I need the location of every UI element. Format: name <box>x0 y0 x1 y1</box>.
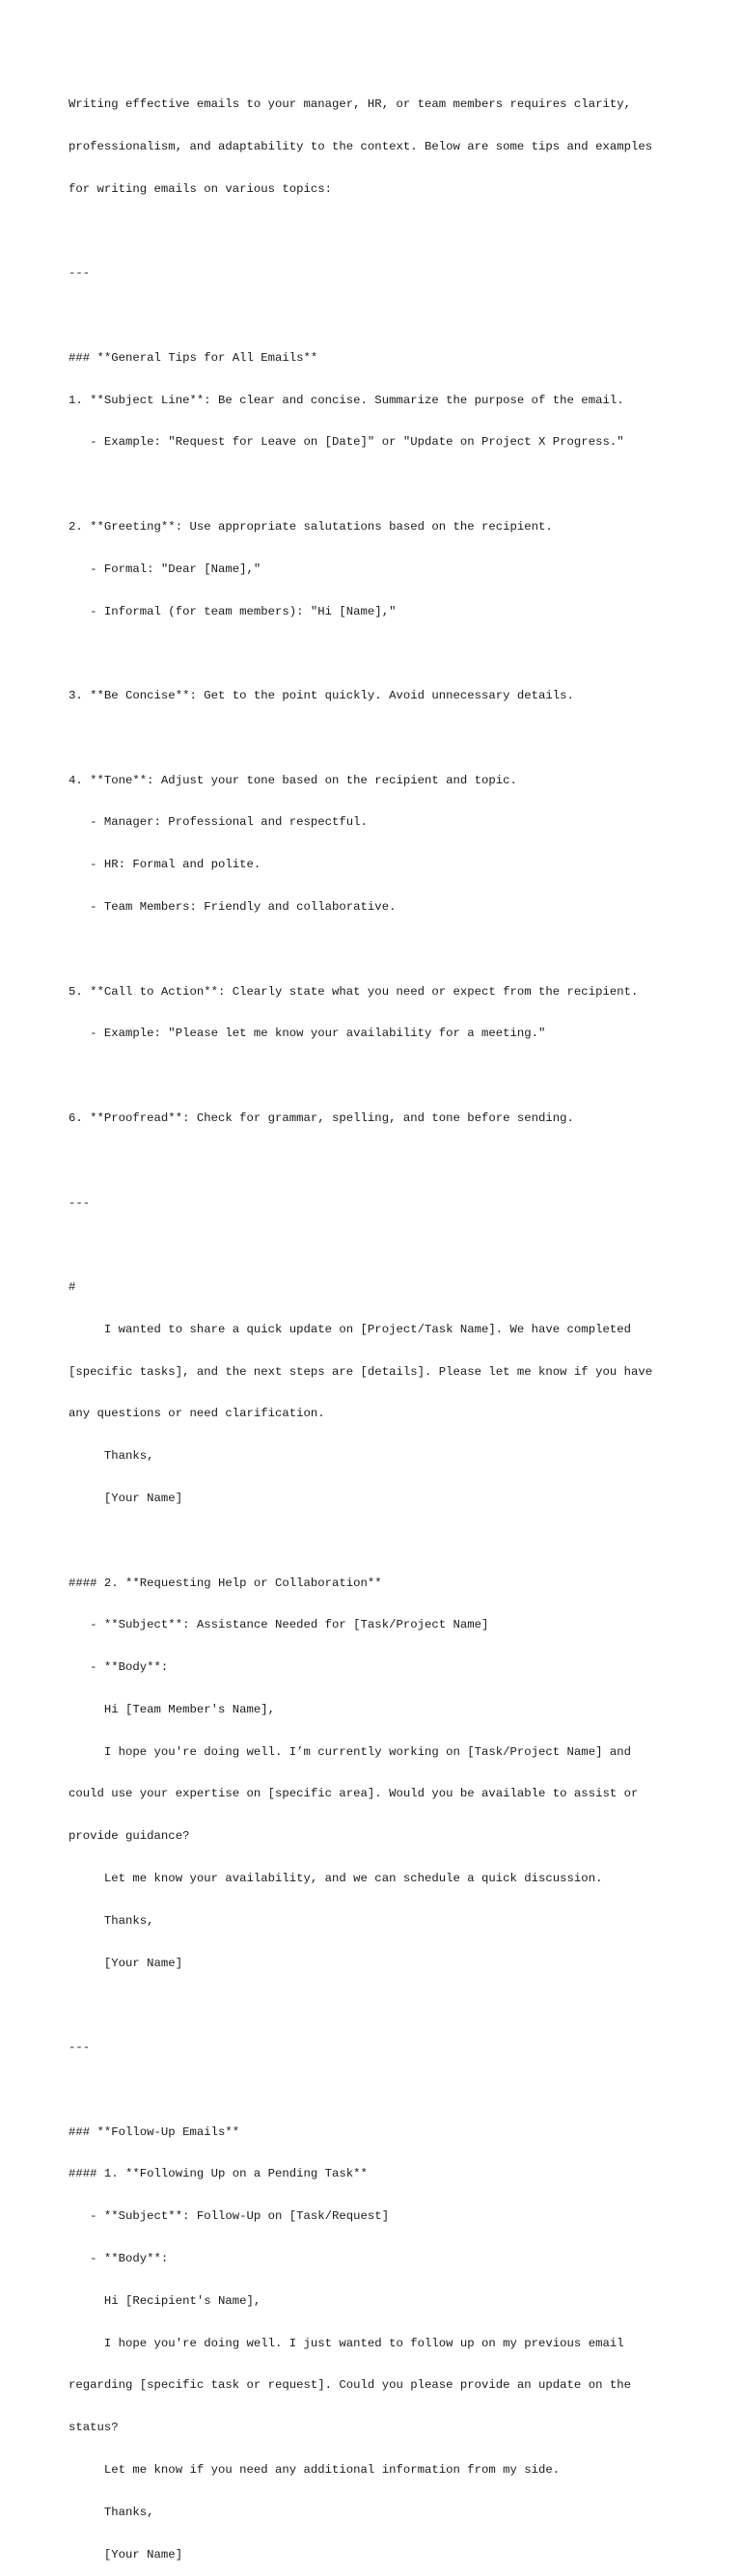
intro-line-1: Writing effective emails to your manager, HR, or team members requires clarity, <box>69 97 631 112</box>
heading-general-tips: ### **General Tips for All Emails** <box>69 350 318 365</box>
intro-line-3: for writing emails on various topics: <box>69 181 333 196</box>
blank-line <box>69 1154 705 1168</box>
tip-tone-manager: - Manager: Professional and respectful. <box>69 815 368 830</box>
help-subject: - **Subject**: Assistance Needed for [Task/Project Name] <box>69 1618 489 1632</box>
update-body-line-1: I wanted to share a quick update on [Project/Task Name]. We have completed <box>69 1322 631 1336</box>
intro-line-2: professionalism, and adaptability to the context. Below are some tips and examples <box>69 139 653 153</box>
help-body-line-3: provide guidance? <box>69 1829 190 1844</box>
blank-line <box>69 943 705 957</box>
tip-subject-example: - Example: "Request for Leave on [Date]" or "Update on Project X Progress." <box>69 435 624 450</box>
heading-pending-task: #### 1. **Following Up on a Pending Task** <box>69 2167 368 2181</box>
tip-tone: 4. **Tone**: Adjust your tone based on the recipient and topic. <box>69 773 517 787</box>
followup-body-line-1: I hope you're doing well. I just wanted to follow up on my previous email <box>69 2336 624 2350</box>
blank-line <box>69 731 705 746</box>
blank-line <box>69 646 705 661</box>
followup-body-line-3: status? <box>69 2421 119 2435</box>
document-body <box>69 69 705 2576</box>
tip-greeting: 2. **Greeting**: Use appropriate salutations based on the recipient. <box>69 520 553 534</box>
heading-follow-up-emails: ### **Follow-Up Emails** <box>69 2124 240 2139</box>
followup-signature: [Your Name] <box>69 2547 183 2562</box>
tip-subject-line: 1. **Subject Line**: Be clear and concise. Summarize the purpose of the email. <box>69 393 624 407</box>
tip-tone-hr: - HR: Formal and polite. <box>69 858 261 872</box>
heading-hash: # <box>69 1280 76 1295</box>
blank-line <box>69 1998 705 2013</box>
help-body-line-4: Let me know your availability, and we can schedule a quick discussion. <box>69 1872 603 1885</box>
followup-signoff: Thanks, <box>69 2505 154 2519</box>
tip-greeting-informal: - Informal (for team members): "Hi [Name]," <box>69 604 397 618</box>
help-greeting: Hi [Team Member's Name], <box>69 1702 276 1716</box>
blank-line <box>69 2083 705 2097</box>
followup-body-label: - **Body**: <box>69 2252 169 2266</box>
tip-call-to-action: 5. **Call to Action**: Clearly state what you need or expect from the recipient. <box>69 984 639 999</box>
followup-greeting: Hi [Recipient's Name], <box>69 2293 261 2308</box>
separator: --- <box>69 1195 91 1210</box>
blank-line <box>69 1069 705 1083</box>
heading-requesting-help: #### 2. **Requesting Help or Collaboration** <box>69 1576 382 1590</box>
help-signature: [Your Name] <box>69 1956 183 1970</box>
followup-body-line-2: regarding [specific task or request]. Could you please provide an update on the <box>69 2378 631 2393</box>
followup-body-line-4: Let me know if you need any additional information from my side. <box>69 2462 561 2477</box>
followup-subject: - **Subject**: Follow-Up on [Task/Request] <box>69 2209 390 2224</box>
tip-call-to-action-example: - Example: "Please let me know your availability for a meeting." <box>69 1027 546 1041</box>
separator: --- <box>69 2041 91 2055</box>
tip-greeting-formal: - Formal: "Dear [Name]," <box>69 562 261 576</box>
help-body-label: - **Body**: <box>69 1660 169 1675</box>
blank-line <box>69 225 705 239</box>
blank-line <box>69 478 705 492</box>
blank-line <box>69 1534 705 1548</box>
blank-line <box>69 1238 705 1252</box>
blank-line <box>69 309 705 323</box>
help-signoff: Thanks, <box>69 1913 154 1928</box>
separator: --- <box>69 266 91 281</box>
update-signoff: Thanks, <box>69 1449 154 1464</box>
update-signature: [Your Name] <box>69 1491 183 1505</box>
tip-proofread: 6. **Proofread**: Check for grammar, spelling, and tone before sending. <box>69 1110 574 1125</box>
help-body-line-1: I hope you're doing well. I’m currently working on [Task/Project Name] and <box>69 1744 631 1759</box>
tip-be-concise: 3. **Be Concise**: Get to the point quickly. Avoid unnecessary details. <box>69 689 574 703</box>
tip-tone-team: - Team Members: Friendly and collaborative. <box>69 900 397 915</box>
help-body-line-2: could use your expertise on [specific area]. Would you be available to assist or <box>69 1787 639 1801</box>
update-body-line-2: [specific tasks], and the next steps are [details]. Please let me know if you have <box>69 1364 653 1379</box>
update-body-line-3: any questions or need clarification. <box>69 1407 325 1421</box>
